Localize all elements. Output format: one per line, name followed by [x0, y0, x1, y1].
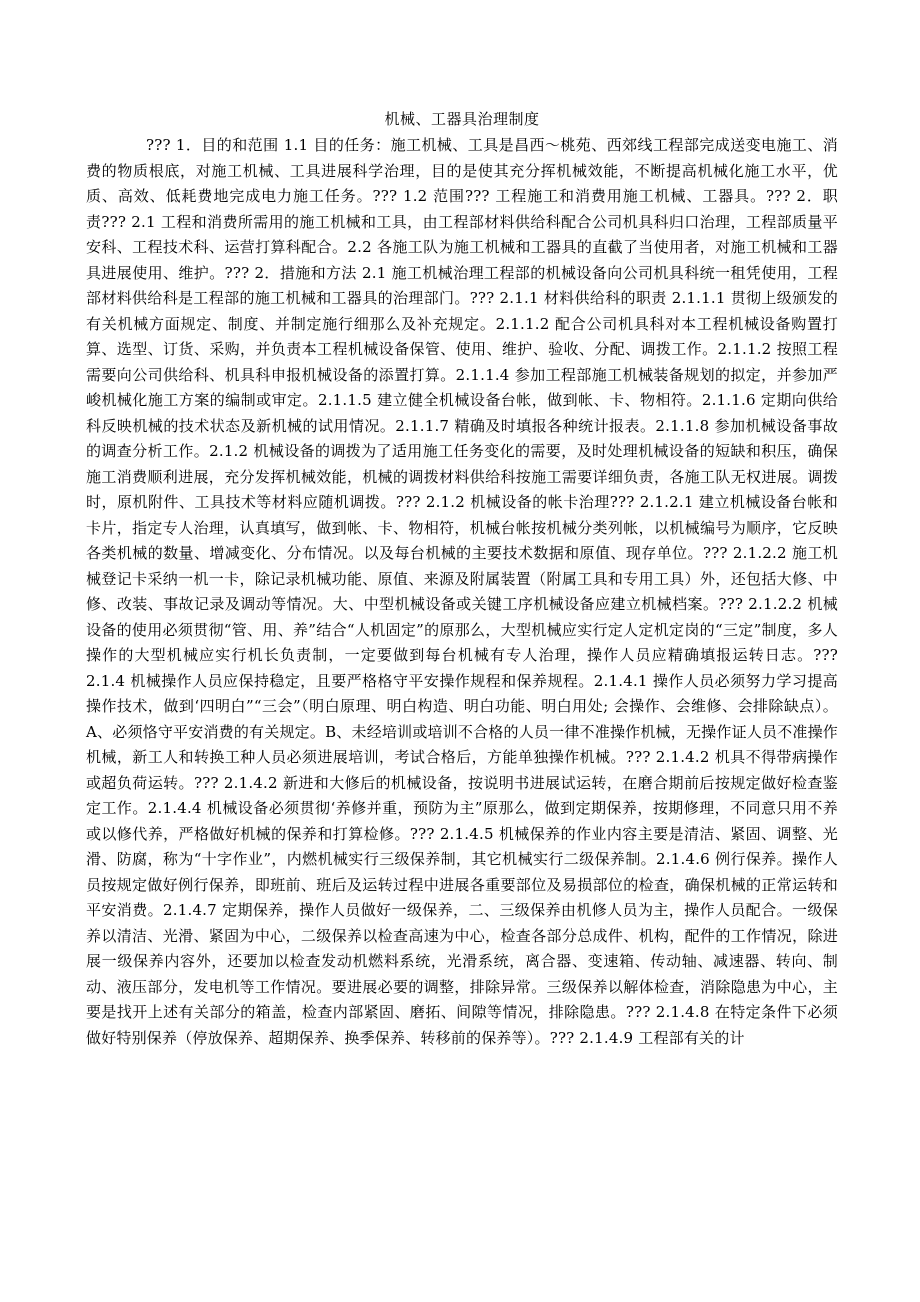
document-body: ??? 1．目的和范围 1.1 目的任务：施工机械、工具是昌西～桃苑、西郊线工程部完成送变电施工、消费的物质根底，对施工机械、工具进展科学治理，目的是使其充分挥机械效能，不断提高机械化施工水平，优质、高效、低耗费地完成电力施工任务。??? 1.2 范围??? 工程施工和消费用施工机械、工器具。??? 2．职责??? 2.1 工程和消费所需用的施工机械和工具，由工程部材料供给科配合公司机具科归口治理，工程部质量平安科、工程技术科、运营打算科配合。2.2 各施工队为施工机械和工器具的直截了当使用者，对施工机械和工器具进展使用、维护。??? 2．措施和方法 2.1 施工机械治理工程部的机械设备向公司机具科统一租凭使用，工程部材料供给科是工程部的施工机械和工器具的治理部门。??? 2.1.1 材料供给科的职责 2.1.1.1 贯彻上级颁发的有关机械方面规定、制度、并制定施行细那么及补充规定。2.1.1.2 配合公司机具科对本工程机械设备购置打算、选型、订货、采购，并负责本工程机械设备保管、使用、维护、验收、分配、调拨工作。2.1.1.2 按照工程需要向公司供给科、机具科申报机械设备的添置打算。2.1.1.4 参加工程部施工机械装备规划的拟定，并参加严峻机械化施工方案的编制或审定。2.1.1.5 建立健全机械设备台帐，做到帐、卡、物相符。2.1.1.6 定期向供给科反映机械的技术状态及新机械的试用情况。2.1.1.7 精确及时填报各种统计报表。2.1.1.8 参加机械设备事故的调查分析工作。2.1.2 机械设备的调拨为了适用施工任务变化的需要，及时处理机械设备的短缺和积压，确保施工消费顺利进展，充分发挥机械效能，机械的调拨材料供给科按施工需要详细负责，各施工队无权进展。调拨时，原机附件、工具技术等材料应随机调拨。??? 2.1.2 机械设备的帐卡治理??? 2.1.2.1 建立机械设备台帐和卡片，指定专人治理，认真填写，做到帐、卡、物相符，机械台帐按机械分类列帐，以机械编号为顺序，它反映各类机械的数量、增减变化、分布情况。以及每台机械的主要技术数据和原值、现存单位。??? 2.1.2.2 施工机械登记卡采纳一机一卡，除记录机械功能、原值、来源及附属装置（附属工具和专用工具）外，还包括大修、中修、改装、事故记录及调动等情况。大、中型机械设备或关键工序机械设备应建立机械档案。??? 2.1.2.2 机械设备的使用必须贯彻“管、用、养”结合“人机固定”的原那么，大型机械应实行定人定机定岗的“三定”制度，多人操作的大型机械应实行机长负责制，一定要做到每台机械有专人治理，操作人员应精确填报运转日志。??? 2.1.4 机械操作人员应保持稳定，且要严格格守平安操作规程和保养规程。2.1.4.1 操作人员必须努力学习提高操作技术，做到‘四明白”“三会”（明白原理、明白构造、明白功能、明白用处; 会操作、会维修、会排除缺点）。A、必须恪守平安消费的有关规定。B、未经培训或培训不合格的人员一律不准操作机械，无操作证人员不准操作机械，新工人和转换工种人员必须进展培训，考试合格后，方能单独操作机械。??? 2.1.4.2 机具不得带病操作或超负荷运转。??? 2.1.4.2 新进和大修后的机械设备，按说明书进展试运转，在磨合期前后按规定做好检查鉴定工作。2.1.4.4 机械设备必须贯彻‘养修并重，预防为主”原那么，做到定期保养，按期修理，不同意只用不养或以修代养，严格做好机械的保养和打算检修。??? 2.1.4.5 机械保养的作业内容主要是清洁、紧固、调整、光滑、防腐，称为“十字作业”，内燃机械实行三级保养制，其它机械实行二级保养制。2.1.4.6 例行保养。操作人员按规定做好例行保养，即班前、班后及运转过程中进展各重要部位及易损部位的检查，确保机械的正常运转和平安消费。2.1.4.7 定期保养，操作人员做好一级保养，二、三级保养由机修人员为主，操作人员配合。一级保养以清洁、光滑、紧固为中心，二级保养以检查高速为中心，检查各部分总成件、机构，配件的工作情况，除进展一级保养内容外，还要加以检查发动机燃料系统，光滑系统，离合器、变速箱、传动轴、减速器、转向、制动、液压部分，发电机等工作情况。要进展必要的调整，排除异常。三级保养以解体检查，消除隐患为中心，主要是找开上述有关部分的箱盖，检查内部紧固、磨拓、间隙等情况，排除隐患。??? 2.1.4.8 在特定条件下必须做好特别保养（停放保养、超期保养、换季保养、转移前的保养等）。??? 2.1.4.9 工程部有关的计: [86, 136, 838, 1047]
document-title: 机械、工器具治理制度: [384, 110, 540, 128]
